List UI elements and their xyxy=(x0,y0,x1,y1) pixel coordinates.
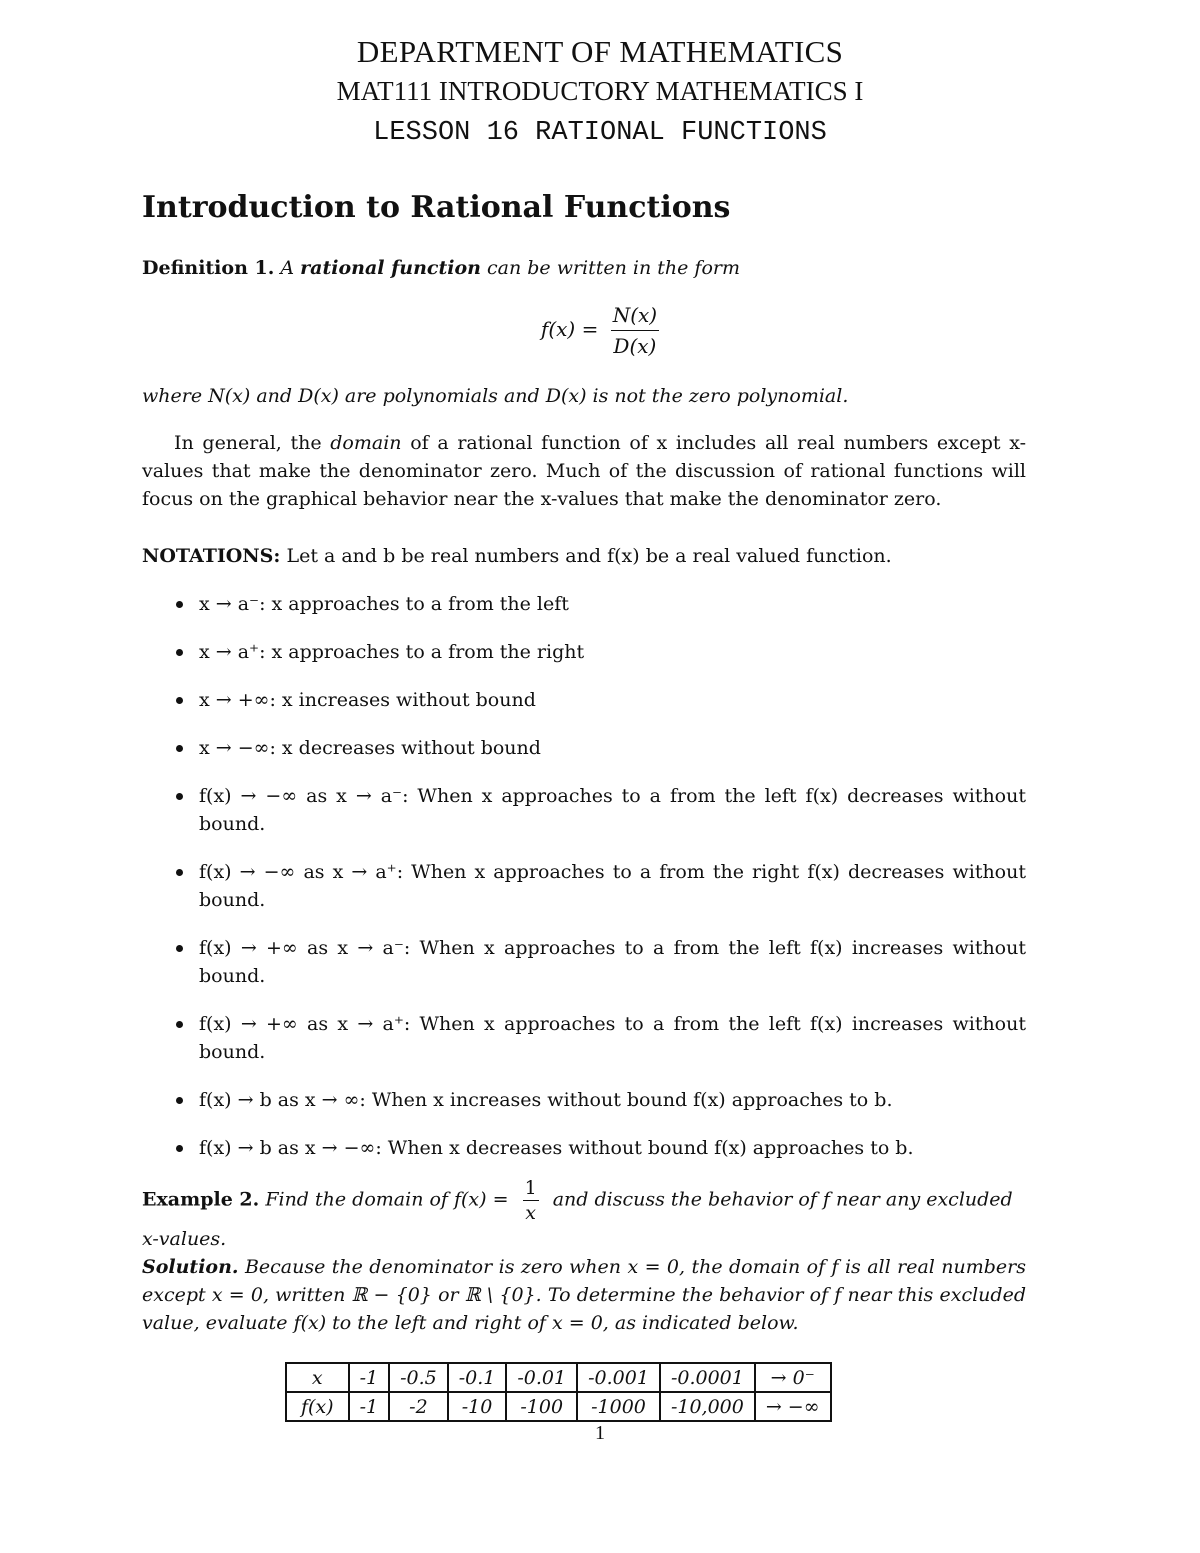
notations-intro xyxy=(142,542,1026,570)
department-heading: DEPARTMENT OF MATHEMATICS xyxy=(356,34,844,69)
page-number: 1 xyxy=(595,1422,605,1444)
formula-denominator: D(x) xyxy=(613,334,657,358)
table-cell: -0.1 xyxy=(448,1363,507,1392)
solution-label: Solution. xyxy=(142,1256,239,1278)
list-item: f(x) → −∞ as x → a⁻: When x approaches to a from the left f(x) decreases without bound. xyxy=(142,782,1026,838)
solution xyxy=(142,1253,1026,1337)
table-cell: → 0⁻ xyxy=(755,1363,831,1392)
table-cell: -1 xyxy=(349,1363,390,1392)
table-cell: -0.01 xyxy=(506,1363,577,1392)
notations-text: Let a and b be real numbers and f(x) be a real valued function. xyxy=(286,545,892,567)
definition-where: where N(x) and D(x) are polynomials and D(x) is not the zero polynomial. xyxy=(142,385,849,407)
table-cell: -100 xyxy=(506,1392,577,1421)
paragraph-term: domain xyxy=(330,432,402,454)
course-heading: MAT111 INTRODUCTORY MATHEMATICS I xyxy=(336,76,864,106)
example xyxy=(142,1176,1026,1253)
paragraph-before: In general, the xyxy=(174,432,322,454)
table-cell: -1000 xyxy=(577,1392,660,1421)
table-row xyxy=(286,1363,831,1392)
list-item: f(x) → +∞ as x → a⁻: When x approaches to a from the left f(x) increases without bound. xyxy=(142,934,1026,990)
formula-fraction xyxy=(611,300,659,361)
definition xyxy=(142,254,1026,282)
formula-numerator: N(x) xyxy=(611,300,659,331)
table-row xyxy=(286,1392,831,1421)
lesson-heading: LESSON 16 RATIONAL FUNCTIONS xyxy=(373,118,827,148)
definition-text-before: A xyxy=(280,257,295,279)
table-cell: -1 xyxy=(349,1392,390,1421)
example-label: Example 2. xyxy=(142,1188,260,1211)
values-table xyxy=(285,1362,832,1422)
table-cell: -0.5 xyxy=(389,1363,448,1392)
list-item: f(x) → b as x → −∞: When x decreases without bound f(x) approaches to b. xyxy=(142,1134,1026,1162)
list-item: x → a⁻: x approaches to a from the left xyxy=(142,590,1026,618)
solution-text: Because the denominator is zero when x = 0, the domain of f is all real numbers except x = 0, written ℝ − {0} or ℝ \ {0}. To determine the behavior of f near this excluded value, evaluate f(x) to the left and right of x = 0, as indicated below. xyxy=(142,1256,1026,1334)
formula-lhs: f(x) = xyxy=(540,317,599,341)
definition-text-after: can be written in the form xyxy=(487,257,740,279)
table-cell: -0.001 xyxy=(577,1363,660,1392)
table-cell: -2 xyxy=(389,1392,448,1421)
notations-list xyxy=(142,590,1026,1182)
domain-paragraph xyxy=(142,429,1026,513)
example-text-before: Find the domain of f(x) = xyxy=(265,1188,509,1211)
notations-label: NOTATIONS: xyxy=(142,545,281,567)
list-item: f(x) → b as x → ∞: When x increases without bound f(x) approaches to b. xyxy=(142,1086,1026,1114)
table-cell: -10,000 xyxy=(660,1392,755,1421)
definition-label: Definition 1. xyxy=(142,257,275,279)
section-title: Introduction to Rational Functions xyxy=(142,190,731,225)
table-cell: → −∞ xyxy=(755,1392,831,1421)
table-cell: f(x) xyxy=(286,1392,349,1421)
list-item: x → a⁺: x approaches to a from the right xyxy=(142,638,1026,666)
paragraph-after: of a rational function of x includes all real numbers except x-values that make the denominator zero. Much of the discussion of rational functions will focus on the graphical behavior near the x-values that make the denominator zero. xyxy=(142,432,1027,510)
list-item: x → −∞: x decreases without bound xyxy=(142,734,1026,762)
example-denominator: x xyxy=(525,1202,536,1224)
table-cell: -10 xyxy=(448,1392,507,1421)
definition-term: rational function xyxy=(300,257,481,279)
list-item: f(x) → −∞ as x → a⁺: When x approaches to a from the right f(x) decreases without bound. xyxy=(142,858,1026,914)
table-cell: x xyxy=(286,1363,349,1392)
list-item: x → +∞: x increases without bound xyxy=(142,686,1026,714)
table-cell: -0.0001 xyxy=(660,1363,755,1392)
example-text-after: and discuss the behavior of f near any excluded x-values. xyxy=(142,1188,1013,1250)
list-item: f(x) → +∞ as x → a⁺: When x approaches to a from the left f(x) increases without bound. xyxy=(142,1010,1026,1066)
example-numerator: 1 xyxy=(524,1177,537,1199)
example-fraction xyxy=(523,1176,539,1225)
definition-formula xyxy=(0,300,1200,361)
